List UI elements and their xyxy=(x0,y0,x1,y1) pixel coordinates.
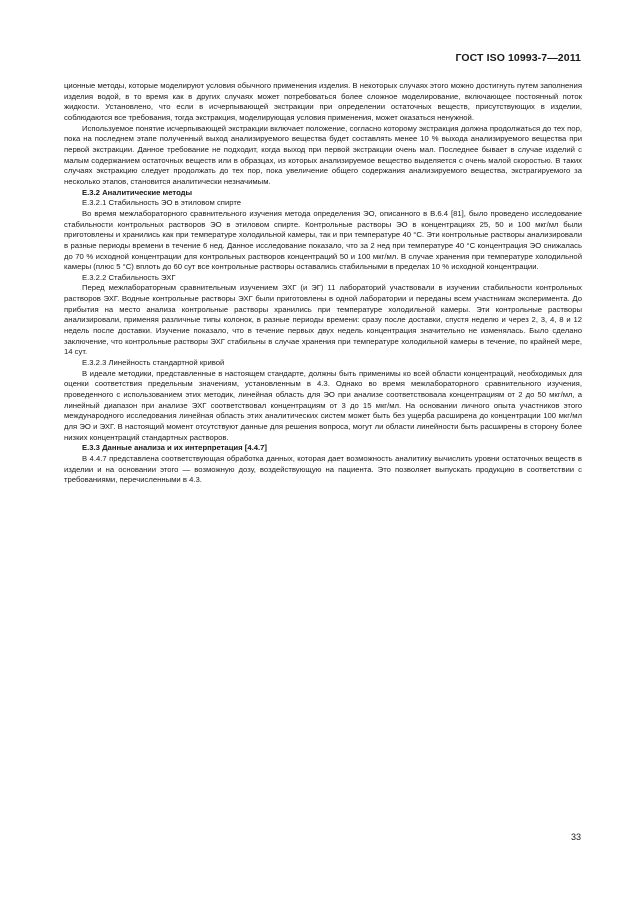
section-heading: Е.3.2 Аналитические методы xyxy=(82,187,193,197)
subsection-heading: Е.3.2.1 Стабильность ЭО в этиловом спирте xyxy=(82,198,242,208)
subsection-heading: Е.3.2.3 Линейность стандартной кривой xyxy=(82,358,225,368)
paragraph: Во время межлабораторного сравнительного изучения метода определения ЭО, описанного в В.6.4 [81], было проведено исследование стабильности контрольных растворов ЭО в этиловом спирте. Контрольные растворы ЭО в концентрациях 25, 50 и 100 мкг/мл были приготовлены и хранились как при температуре холодильной камеры, так и при температуре 40 °С. Эти контрольные растворы анализировали в разные периоды времени в течение 6 нед. Данное исследование показало, что за 2 нед при температуре 40 °С концентрация ЭО снижалась до 70 % исходной концентрации для контрольных растворов концентраций 50 и 100 мкг/мл. В случае хранения при температуре холодильной камеры (плюс 5 °С) вплоть до 60 сут все контрольные растворы оставались стабильными в пределах 10 % исходной концентрации. xyxy=(64,208,582,272)
subsection-heading: Е.3.2.2 Стабильность ЭХГ xyxy=(82,272,176,282)
document-header: ГОСТ ISO 10993-7—2011 xyxy=(455,52,581,64)
section-heading: Е.3.3 Данные анализа и их интерпретация [4.4.7] xyxy=(82,443,267,453)
paragraph: Перед межлабораторным сравнительным изучением ЭХГ (и ЭГ) 11 лабораторий участвовали в изучении стабильности контрольных растворов ЭХГ. Водные контрольные растворы ЭХГ были приготовлены в одной лаборатории и переданы всем участникам эксперимента. До прибытия на место анализа контрольные растворы хранились при температуре холодильной камеры. Эти контрольные растворы анализировали, применяя различные типы колонок, в разные периоды времени: сразу после доставки, спустя неделю и через 2, 3, 4, 8 и 12 недель после доставки. Изучение показало, что в течение первых двух недель концентрация значительно не изменялась. Было сделано заключение, что контрольные растворы ЭХГ стабильны в случае хранения при температуре холодильной камеры в течение, по крайней мере, 14 сут. xyxy=(64,283,582,357)
paragraph: В идеале методики, представленные в настоящем стандарте, должны быть применимы ко всей области концентраций, необходимых для оценки соответствия предельным значениям, установленным в 4.3. Однако во время межлабораторного сравнительного изучения, проведенного с использованием этих методик, линейная область для ЭО при анализе соответствовала концентрациям от 2 до 50 мкг/мл, а линейный диапазон при анализе ЭХГ соответствовал концентрациям от 3 до 15 мкг/мл. На основании личного опыта участников этого международного исследования линейная область этих аналитических систем может быть без ущерба расширена до концентрации 100 мкг/мл для ЭО и ЭХГ. В настоящий момент отсутствуют данные для решения вопроса, могут ли области линейности быть расширены в сторону более низких концентраций стандартных растворов. xyxy=(64,368,582,442)
paragraph: Используемое понятие исчерпывающей экстракции включает положение, согласно которому экстракция должна продолжаться до тех пор, пока на последнем этапе полученный выход анализируемого вещества будет составлять менее 10 % выхода анализируемого вещества при первой экстракции. Данное требование не подходит, когда выход при первой экстракции очень мал. Последнее бывает в случае изделий с малым содержанием остаточных веществ или в образцах, из которых анализируемое вещество выделяется с очень малой скоростью. В таких случаях экстракцию следует продолжать до тех пор, пока увеличение общего содержания анализируемого вещества, экстрагируемого за несколько этапов, становится аналитически незначимым. xyxy=(64,123,582,186)
page-number: 33 xyxy=(570,832,581,842)
page-body xyxy=(64,81,582,486)
paragraph: В 4.4.7 представлена соответствующая обработка данных, которая дает возможность аналитику вычислить уровни остаточных веществ в изделии и на основании этого — возможную дозу, воздействующую на пациента. Это позволяет выпускать продукцию в соответствии с требованиями, перечисленными в 4.3. xyxy=(64,453,582,485)
paragraph: ционные методы, которые моделируют условия обычного применения изделия. В некоторых случаях этого можно достигнуть путем заполнения изделия водой, в то время как в других случаях может потребоваться более сложное моделирование, включающее постоянный поток жидкости. Установлено, что если в исчерпывающей экстракции при определении остаточных веществ, присутствующих в изделии, соблюдаются все требования, тогда экстракция, моделирующая условия применения, может оказаться ненужной. xyxy=(64,81,582,122)
